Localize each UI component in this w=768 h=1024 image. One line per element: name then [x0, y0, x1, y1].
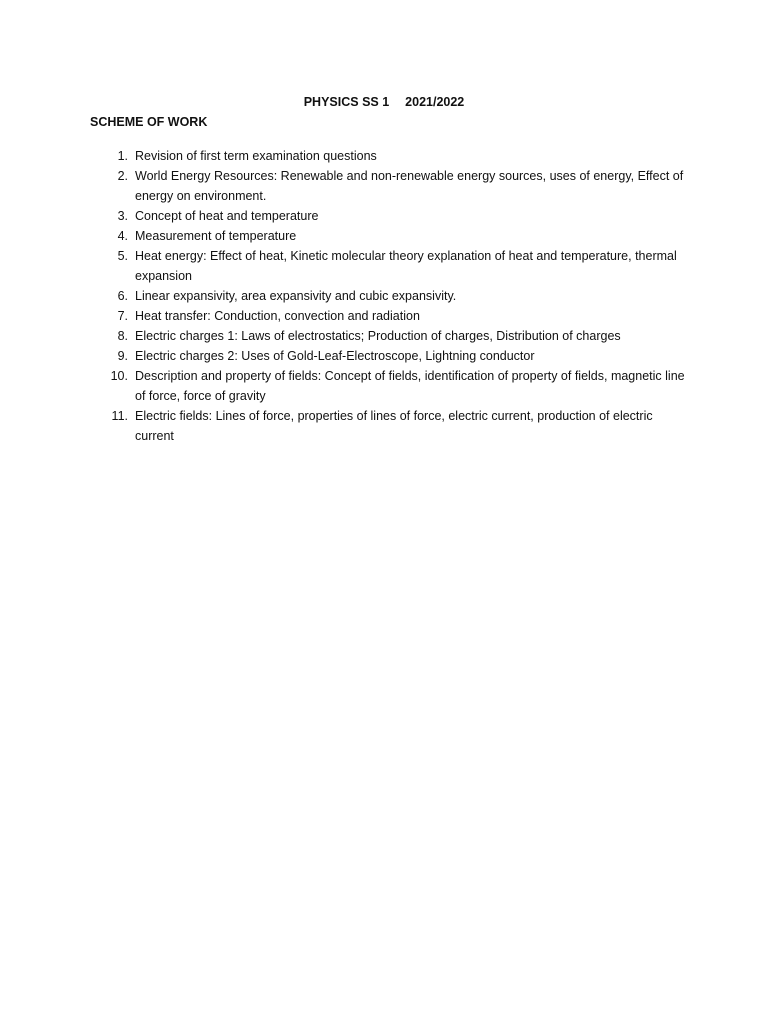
item-number: 7. [117, 309, 128, 323]
list-item [90, 326, 690, 346]
item-number: 10. [110, 369, 128, 383]
list-item [90, 166, 690, 206]
item-text: Electric fields: Lines of force, properties of lines of force, electric current, production of electric current [135, 409, 653, 443]
list-item [90, 406, 690, 446]
title-session: 2021/2022 [405, 95, 465, 109]
item-text: Description and property of fields: Concept of fields, identification of property of fields, magnetic line of force, force of gravity [135, 369, 685, 403]
list-item [90, 226, 690, 246]
list-item [90, 346, 690, 366]
item-text: Concept of heat and temperature [135, 209, 319, 223]
section-heading: SCHEME OF WORK [90, 115, 208, 129]
list-item [90, 366, 690, 406]
item-number: 8. [117, 329, 128, 343]
item-number: 2. [117, 169, 128, 183]
item-text: Heat transfer: Conduction, convection and radiation [135, 309, 420, 323]
title-subject: PHYSICS SS 1 [303, 95, 390, 109]
page-title [0, 94, 768, 110]
scheme-list [90, 146, 690, 446]
item-text: Linear expansivity, area expansivity and cubic expansivity. [135, 289, 457, 303]
item-number: 9. [117, 349, 128, 363]
list-item [90, 306, 690, 326]
list-item [90, 146, 690, 166]
item-text: World Energy Resources: Renewable and non-renewable energy sources, uses of energy, Effect of energy on environment. [135, 169, 684, 203]
item-number: 4. [117, 229, 128, 243]
item-text: Heat energy: Effect of heat, Kinetic molecular theory explanation of heat and temperature, thermal expansion [135, 249, 677, 283]
list-item [90, 286, 690, 306]
item-text: Revision of first term examination questions [135, 149, 377, 163]
item-text: Electric charges 1: Laws of electrostatics; Production of charges, Distribution of charges [135, 329, 621, 343]
item-number: 11. [111, 409, 128, 423]
item-number: 3. [117, 209, 128, 223]
item-number: 1. [117, 149, 128, 163]
list-item [90, 246, 690, 286]
list-item [90, 206, 690, 226]
item-number: 5. [117, 249, 128, 263]
item-text: Measurement of temperature [135, 229, 297, 243]
item-text: Electric charges 2: Uses of Gold-Leaf-Electroscope, Lightning conductor [135, 349, 535, 363]
item-number: 6. [117, 289, 128, 303]
